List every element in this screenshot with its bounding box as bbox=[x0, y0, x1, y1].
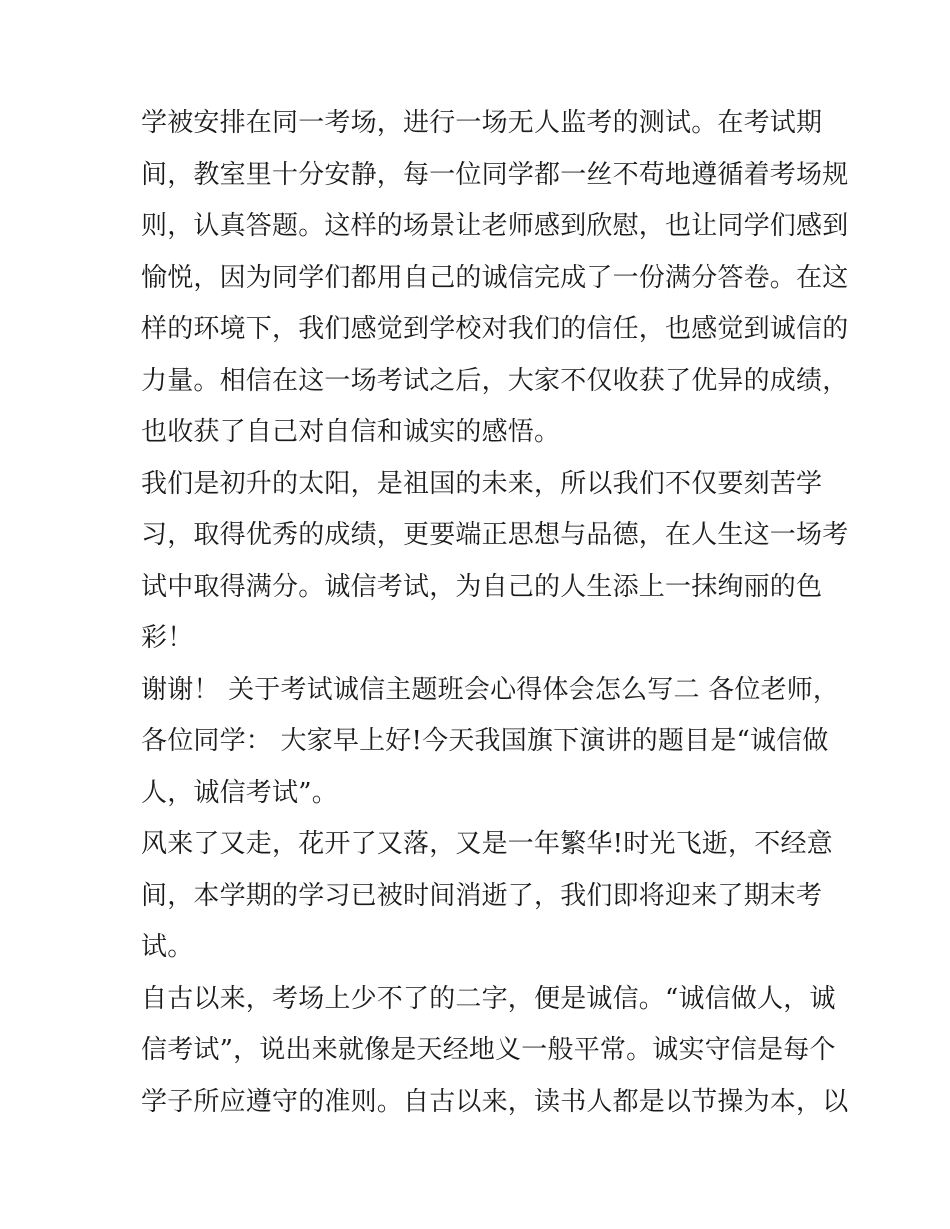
text-line-2: 间，教室里十分安静，每一位同学都一丝不苟地遵循着考场规 bbox=[141, 159, 849, 190]
text-line-1: 学被安排在同一考场，进行一场无人监考的测试。在考试期 bbox=[141, 108, 823, 138]
text-line-7: 也收获了自己对自信和诚实的感悟。 bbox=[141, 417, 561, 447]
text-line-5: 样的环境下，我们感觉到学校对我们的信任，也感觉到诚信的 bbox=[141, 314, 849, 344]
text-line-17: 试。 bbox=[141, 932, 194, 962]
text-line-19: 信考试”，说出来就像是天经地义一般平常。诚实守信是每个 bbox=[141, 1035, 836, 1065]
text-line-8: 我们是初升的太阳，是祖国的未来，所以我们不仅要刻苦学 bbox=[141, 468, 823, 499]
text-line-13: 各位同学： 大家早上好!今天我国旗下演讲的题目是“诚信做 bbox=[141, 726, 829, 756]
text-line-15: 风来了又走，花开了又落，又是一年繁华!时光飞逝，不经意 bbox=[141, 829, 833, 859]
document-body bbox=[141, 98, 849, 1128]
text-line-11: 彩！ bbox=[141, 623, 194, 653]
text-line-9: 习，取得优秀的成绩，更要端正思想与品德，在人生这一场考 bbox=[141, 520, 849, 550]
text-line-18: 自古以来，考场上少不了的二字，便是诚信。“诚信做人，诚 bbox=[141, 983, 836, 1014]
text-line-12: 谢谢！ 关于考试诚信主题班会心得体会怎么写二 各位老师， bbox=[141, 674, 840, 705]
text-line-4: 愉悦，因为同学们都用自己的诚信完成了一份满分答卷。在这 bbox=[141, 262, 849, 293]
text-line-10: 试中取得满分。诚信考试，为自己的人生添上一抹绚丽的色 bbox=[141, 571, 823, 602]
text-line-6: 力量。相信在这一场考试之后，大家不仅收获了优异的成绩， bbox=[141, 365, 849, 396]
text-line-20: 学子所应遵守的准则。自古以来，读书人都是以节操为本，以 bbox=[141, 1086, 849, 1117]
text-line-3: 则，认真答题。这样的场景让老师感到欣慰，也让同学们感到 bbox=[141, 211, 849, 241]
text-line-14: 人，诚信考试”。 bbox=[141, 777, 338, 808]
text-line-16: 间，本学期的学习已被时间消逝了，我们即将迎来了期末考 bbox=[141, 880, 823, 911]
